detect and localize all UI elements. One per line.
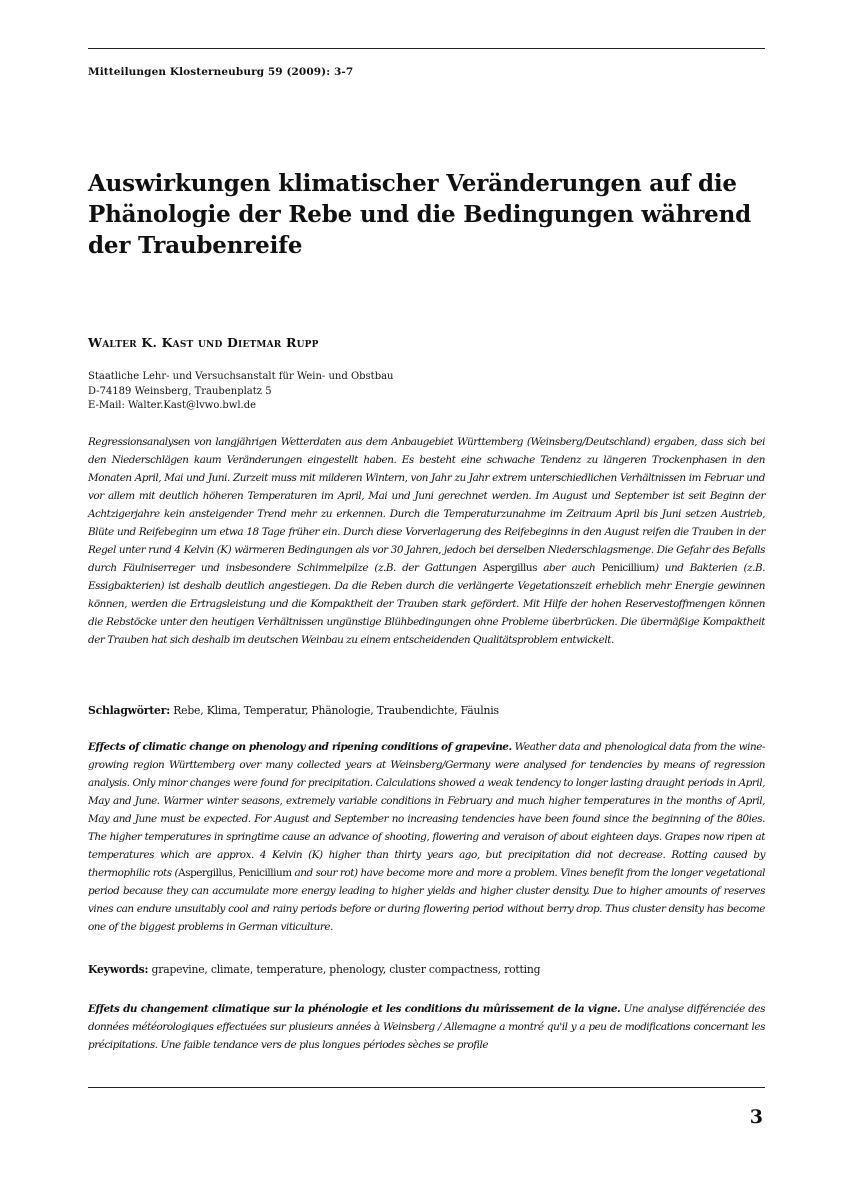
journal-reference: Mitteilungen Klosterneuburg 59 (2009): 3-7 [88, 66, 354, 78]
abstract-french [88, 1000, 765, 1054]
header-rule [88, 48, 765, 49]
abstract-english-text-2: , [232, 867, 239, 879]
keywords-english-label: Keywords: [88, 963, 149, 976]
author-line: Walter K. Kast und Dietmar Rupp [88, 335, 319, 350]
abstract-french-text: Une analyse différenciée des données météorologiques effectuées sur plusieurs années à Weinsberg / Allemagne a montré qu'il y a peu de modifications concernant les précipitations. Une faible tendance vers de plus longues périodes sèches se profile [88, 1003, 765, 1051]
genus-aspergillus: Aspergillus [482, 562, 538, 574]
abstract-french-title: Effets du changement climatique sur la phénologie et les conditions du mûrissement de la vigne. [88, 1003, 621, 1015]
genus-penicillium: Penicillium [238, 867, 292, 879]
keywords-english-list: grapevine, climate, temperature, phenology, cluster compactness, rotting [148, 963, 541, 976]
page-number: 3 [749, 1106, 763, 1128]
abstract-english-title: Effects of climatic change on phenology and ripening conditions of grapevine. [88, 741, 512, 753]
keywords-german-label: Schlagwörter: [88, 704, 170, 717]
abstract-german [88, 433, 765, 649]
affiliation-institute: Staatliche Lehr- und Versuchsanstalt für Wein- und Obstbau [88, 371, 394, 382]
affiliation-email: E-Mail: Walter.Kast@lvwo.bwl.de [88, 400, 257, 411]
keywords-english [88, 963, 540, 976]
genus-penicillium: Penicillium [601, 562, 655, 574]
abstract-german-text-3: ) und Bakterien (z.B. Essigbakterien) ist deshalb deutlich angestiegen. Da die Reben durch die verlängerte Vegetationszeit erheblich mehr Energie gewinnen können, werden die Ertragsleistung und die Kompaktheit der Trauben stark gefördert. Mit Hilfe der hohen Reservestoffmengen können die Rebstöcke unter den heutigen Verhältnissen ungünstige Blühbedingungen ohne Probleme überbrücken. Die übermäßige Kompaktheit der Trauben hat sich deshalb im deutschen Weinbau zu einem entscheidenden Qualitätsproblem entwickelt. [88, 562, 766, 646]
abstract-german-text-2: aber auch [537, 562, 602, 574]
abstract-german-text-1: Regressionsanalysen von langjährigen Wetterdaten aus dem Anbaugebiet Württemberg (Weinsberg/Deutschland) ergaben, dass sich bei den Niederschlägen kaum Veränderungen eingestellt haben. Es besteht eine schwache Tendenz zu längeren Trockenphasen in den Monaten April, Mai und Juni. Zurzeit muss mit milderen Wintern, von Jahr zu Jahr extrem unterschiedlichen Verhältnissen im Februar und vor allem mit deutlich höheren Temperaturen im April, Mai und Juni gerechnet werden. Im August und September ist seit Beginn der Achtzigerjahre kein ansteigender Trend mehr zu erkennen. Durch die Temperaturzunahme im Zeitraum April bis Juni setzen Austrieb, Blüte und Reifebeginn um etwa 18 Tage früher ein. Durch diese Vorverlagerung des Reifebeginns in den August reifen die Trauben in der Regel unter rund 4 Kelvin (K) wärmeren Bedingungen als vor 30 Jahren, jedoch bei derselben Niederschlagsmenge. Die Gefahr des Befalls durch Fäulniserreger und insbesondere Schimmelpilze (z.B. der Gattungen [88, 436, 765, 574]
keywords-german [88, 704, 499, 717]
abstract-english-text-1: Weather data and phenological data from the wine-growing region Württemberg over many collected years at Weinsberg/Germany were analysed for tendencies by means of regression analysis. Only minor changes were found for precipitation. Calculations showed a weak tendency to longer lasting draught periods in April, May and June. Warmer winter seasons, extremely variable conditions in February and much higher temperatures in the months of April, May and June must be expected. For August and September no increasing tendencies have been found since the beginning of the 80ies. The higher temperatures in springtime cause an advance of shooting, flowering and veraison of about eighteen days. Grapes now ripen at temperatures which are approx. 4 Kelvin (K) higher than thirty years ago, but precipitation did not decrease. Rotting caused by thermophilic rots ( [88, 741, 765, 879]
affiliation-block [88, 370, 394, 414]
abstract-english [88, 738, 765, 936]
footer-rule [88, 1087, 765, 1088]
keywords-german-list: Rebe, Klima, Temperatur, Phänologie, Traubendichte, Fäulnis [169, 704, 499, 717]
article-title: Auswirkungen klimatischer Veränderungen auf die Phänologie der Rebe und die Bedingungen während der Traubenreife [88, 170, 751, 259]
genus-aspergillus: Aspergillus [178, 867, 233, 879]
affiliation-address: D-74189 Weinsberg, Traubenplatz 5 [88, 385, 272, 397]
abstract-english-text-3: and sour rot) have become more and more a problem. Vines benefit from the longer vegetational period because they can accumulate more energy leading to higher yields and higher cluster density. Due to higher amounts of reserves vines can endure unsuitably cool and rainy periods before or during flowering period without berry drop. Thus cluster density has become one of the biggest problems in German viticulture. [88, 867, 765, 933]
